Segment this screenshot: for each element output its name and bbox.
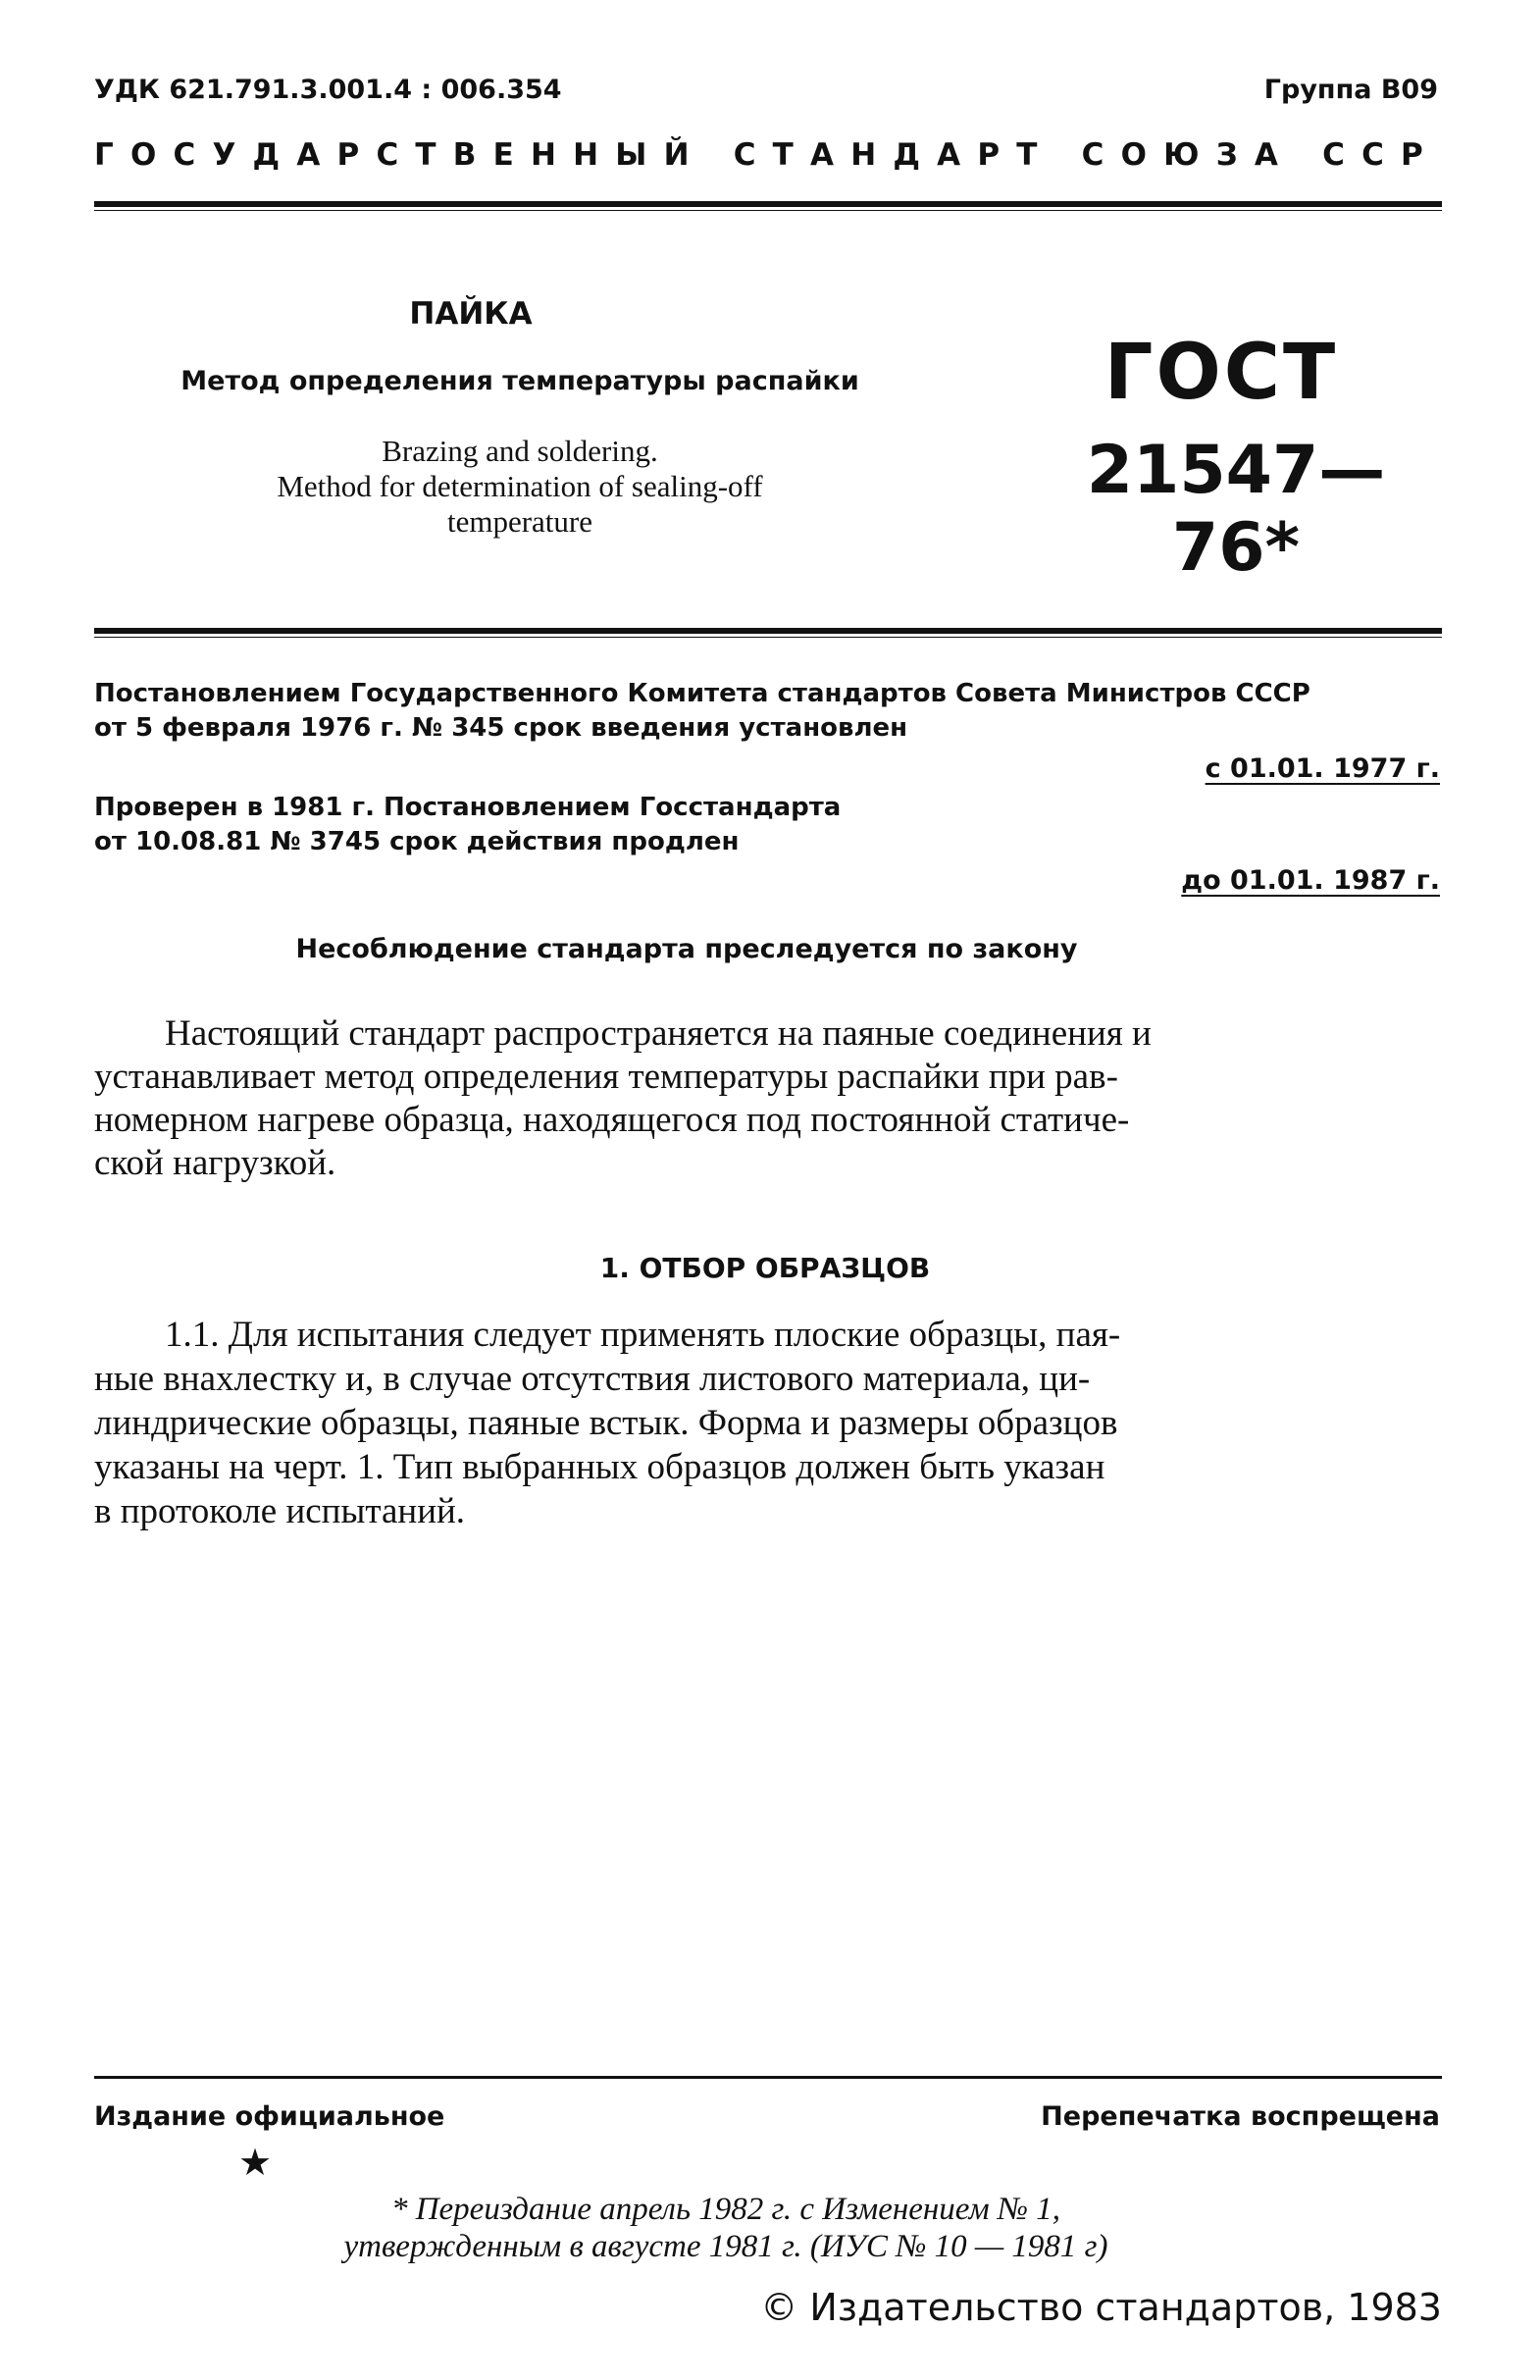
footer-rule [94, 2076, 1442, 2079]
reissue-note-line2: утвержденным в августе 1981 г. (ИУС № 10 — 1981 г) [343, 2229, 1108, 2264]
clause-line: 1.1. Для испытания следует применять плоские образцы, пая- [165, 1315, 1121, 1355]
header-rule-thin [94, 210, 1442, 211]
extended-date: до 01.01. 1987 г. [1181, 865, 1440, 896]
title-rule [94, 628, 1442, 634]
clause-line: указаны на черт. 1. Тип выбранных образцов должен быть указан [94, 1447, 1105, 1487]
standard-banner: ГОСУДАРСТВЕННЫЙ СТАНДАРТ СОЮЗА ССР [94, 137, 1440, 173]
section-heading: 1. ОТБОР ОБРАЗЦОВ [599, 1252, 931, 1284]
english-title-line1: Brazing and soldering. [382, 434, 658, 468]
law-warning: Несоблюдение стандарта преследуется по закону [295, 934, 1078, 964]
clause-paragraph [94, 1313, 1448, 1533]
reissue-note-line1: * Переиздание апрель 1982 г. с Изменением № 1, [390, 2192, 1061, 2227]
gost-label: ГОСТ [1104, 329, 1339, 417]
title-rule-thin [94, 637, 1442, 638]
intro-paragraph [94, 1012, 1448, 1185]
intro-line: номерном нагреве образца, находящегося под постоянной статиче- [94, 1100, 1130, 1140]
english-title-line2: Method for determination of sealing-off [277, 469, 763, 503]
group-code: Группа В09 [1263, 75, 1438, 105]
intro-line: Настоящий стандарт распространяется на паяные соединения и [165, 1013, 1152, 1054]
checked-line-1: Проверен в 1981 г. Постановлением Госстандарта [94, 793, 842, 822]
intro-line: устанавливает метод определения температуры распайки при рав- [94, 1057, 1118, 1097]
clause-line: линдрические образцы, паяные встык. Форма и размеры образцов [94, 1403, 1118, 1443]
star-icon: ★ [238, 2141, 273, 2184]
gost-number: 21547—76* [1086, 432, 1386, 587]
effective-date: с 01.01. 1977 г. [1205, 753, 1440, 784]
clause-line: ные внахлестку и, в случае отсутствия листового материала, ци- [94, 1359, 1091, 1399]
checked-line-2: от 10.08.81 № 3745 срок действия продлен [94, 827, 740, 856]
reprint-prohibited: Перепечатка воспрещена [1041, 2101, 1440, 2132]
intro-line: ской нагрузкой. [94, 1143, 336, 1183]
publisher-copyright: © Издательство стандартов, 1983 [760, 2286, 1442, 2329]
clause-line: в протоколе испытаний. [94, 1491, 466, 1531]
document-title: ПАЙКА [409, 296, 533, 332]
official-edition: Издание официальное [94, 2101, 445, 2132]
english-title-line3: temperature [446, 504, 593, 539]
udk-code: УДК 621.791.3.001.4 : 006.354 [94, 75, 562, 105]
decree-line-2: от 5 февраля 1976 г. № 345 срок введения установлен [94, 713, 908, 743]
document-subtitle: Метод определения температуры распайки [180, 366, 859, 396]
header-rule [94, 201, 1442, 207]
decree-line-1: Постановлением Государственного Комитета стандартов Совета Министров СССР [94, 679, 1310, 708]
